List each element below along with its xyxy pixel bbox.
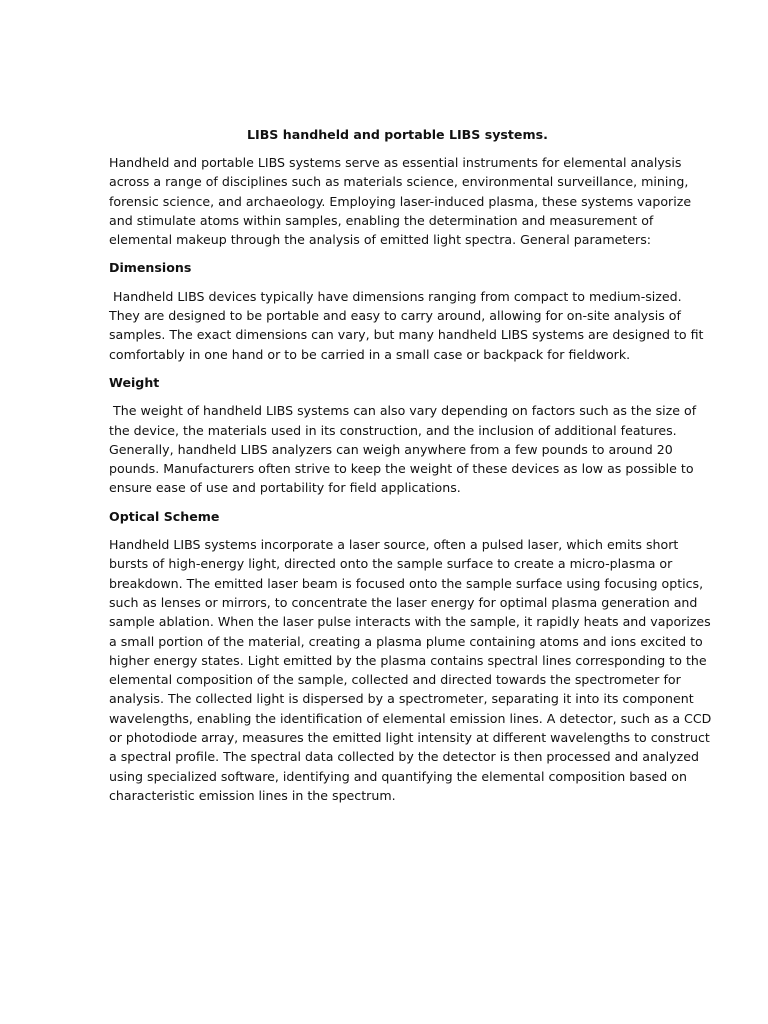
section-heading-dimensions: Dimensions	[109, 260, 192, 276]
section-heading-optical-scheme: Optical Scheme	[109, 508, 220, 524]
section-body-optical-scheme: Handheld LIBS systems incorporate a laser source, often a pulsed laser, which emits short bursts of high-energy light, directed onto the sample surface to create a micro-plasma or breakdown. The emitted laser beam is focused onto the sample surface using focusing optics, such as lenses or mirrors, to concentrate the laser energy for optimal plasma generation and sample ablation. When the laser pulse interacts with the sample, it rapidly heats and vaporizes a small portion of the material, creating a plasma plume containing atoms and ions excited to higher energy states. Light emitted by the plasma contains spectral lines corresponding to the elemental composition of the sample, collected and directed towards the spectrometer for analysis. The collected light is dispersed by a spectrometer, separating it into its component wavelengths, enabling the identification of elemental emission lines. A detector, such as a CCD or photodiode array, measures the emitted light intensity at different wavelengths to construct a spectral profile. The spectral data collected by the detector is then processed and analyzed using specialized software, identifying and quantifying the elemental composition based on characteristic emission lines in the spectrum.	[109, 537, 712, 803]
document-page	[109, 125, 716, 814]
section-body-weight: The weight of handheld LIBS systems can also vary depending on factors such as the size of the device, the materials used in its construction, and the inclusion of additional features. Generally, handheld LIBS analyzers can weigh anywhere from a few pounds to around 20 pounds. Manufacturers often strive to keep the weight of these devices as low as possible to ensure ease of use and portability for field applications.	[109, 403, 701, 496]
document-title: LIBS handheld and portable LIBS systems.	[247, 127, 548, 142]
section-body-dimensions: Handheld LIBS devices typically have dimensions ranging from compact to medium-sized. They are designed to be portable and easy to carry around, allowing for on-site analysis of samples. The exact dimensions can vary, but many handheld LIBS systems are designed to fit comfortably in one hand or to be carried in a small case or backpack for fieldwork.	[109, 288, 708, 362]
section-heading-weight: Weight	[109, 374, 160, 390]
intro-paragraph: Handheld and portable LIBS systems serve as essential instruments for elemental analysis across a range of disciplines such as materials science, environmental surveillance, mining, forensic science, and archaeology. Employing laser-induced plasma, these systems vaporize and stimulate atoms within samples, enabling the determination and measurement of elemental makeup through the analysis of emitted light spectra. General parameters:	[109, 155, 692, 248]
